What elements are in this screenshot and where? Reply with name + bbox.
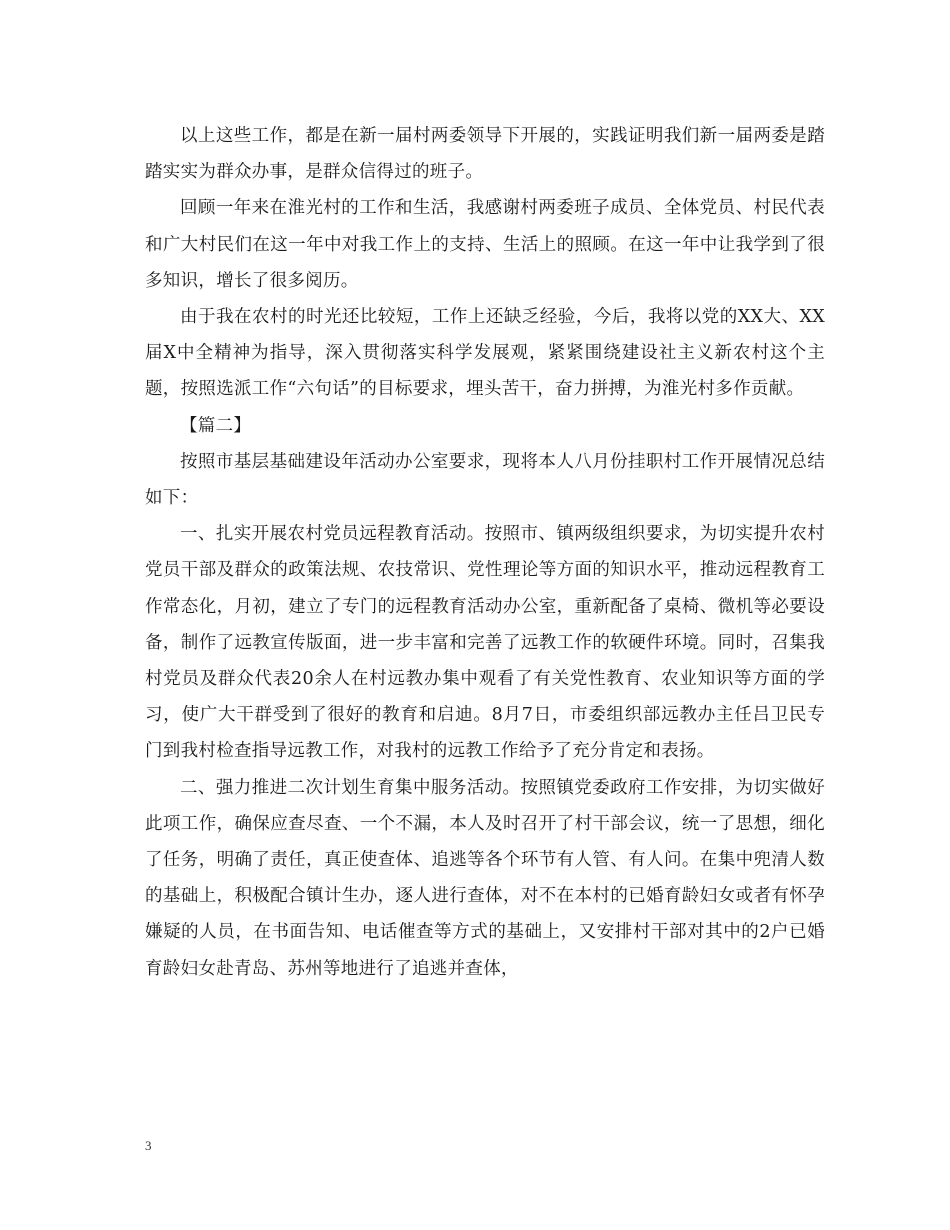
page-number: 3: [145, 1138, 152, 1153]
paragraph-future-plan: 由于我在农村的时光还比较短，工作上还缺乏经验，今后，我将以党的XX大、XX届X中全精神为指导，深入贯彻落实科学发展观，紧紧围绕建设社主义新农村这个主题，按照选派工作“六句话”的目标要求，埋头苦干，奋力拼搏，为淮光村多作贡献。: [145, 307, 825, 400]
paragraph-item-one: 一、扎实开展农村党员远程教育活动。按照市、镇两级组织要求，为切实提升农村党员干部及群众的政策法规、农技常识、党性理论等方面的知识水平，推动远程教育工作常态化，月初，建立了专门的远程教育活动办公室，重新配备了桌椅、微机等必要设备，制作了远教宣传版面，进一步丰富和完善了远教工作的软硬件环境。同时，召集我村党员及群众代表20余人在村远教办集中观看了有关党性教育、农业知识等方面的学习，使广大干群受到了很好的教育和启迪。8月7日，市委组织部远教办主任吕卫民专门到我村检查指导远教工作，对我村的远教工作给予了充分肯定和表扬。: [145, 524, 825, 762]
paragraph-summary: 以上这些工作，都是在新一届村两委领导下开展的，实践证明我们新一届两委是踏踏实实为群众办事，是群众信得过的班子。: [145, 126, 825, 183]
paragraph-intro: 按照市基层基础建设年活动办公室要求，现将本人八月份挂职村工作开展情况总结如下：: [145, 451, 825, 509]
paragraph-item-two: 二、强力推进二次计划生育集中服务活动。按照镇党委政府工作安排，为切实做好此项工作，确保应查尽查、一个不漏，本人及时召开了村干部会议，统一了思想，细化了任务，明确了责任，真正使查体、追逃等各个环节有人管、有人问。在集中兜清人数的基础上，积极配合镇计生办，逐人进行查体，对不在本村的已婚育龄妇女或者有怀孕嫌疑的人员，在书面告知、电话催查等方式的基础上，又安排村干部对其中的2户已婚育龄妇女赴青岛、苏州等地进行了追逃并查体，: [145, 777, 825, 979]
section-heading: 【篇二】: [180, 415, 252, 436]
paragraph-review: 回顾一年来在淮光村的工作和生活，我感谢村两委班子成员、全体党员、村民代表和广大村民们在这一年中对我工作上的支持、生活上的照顾。在这一年中让我学到了很多知识，增长了很多阅历。: [145, 198, 825, 291]
document-body: [145, 118, 825, 987]
